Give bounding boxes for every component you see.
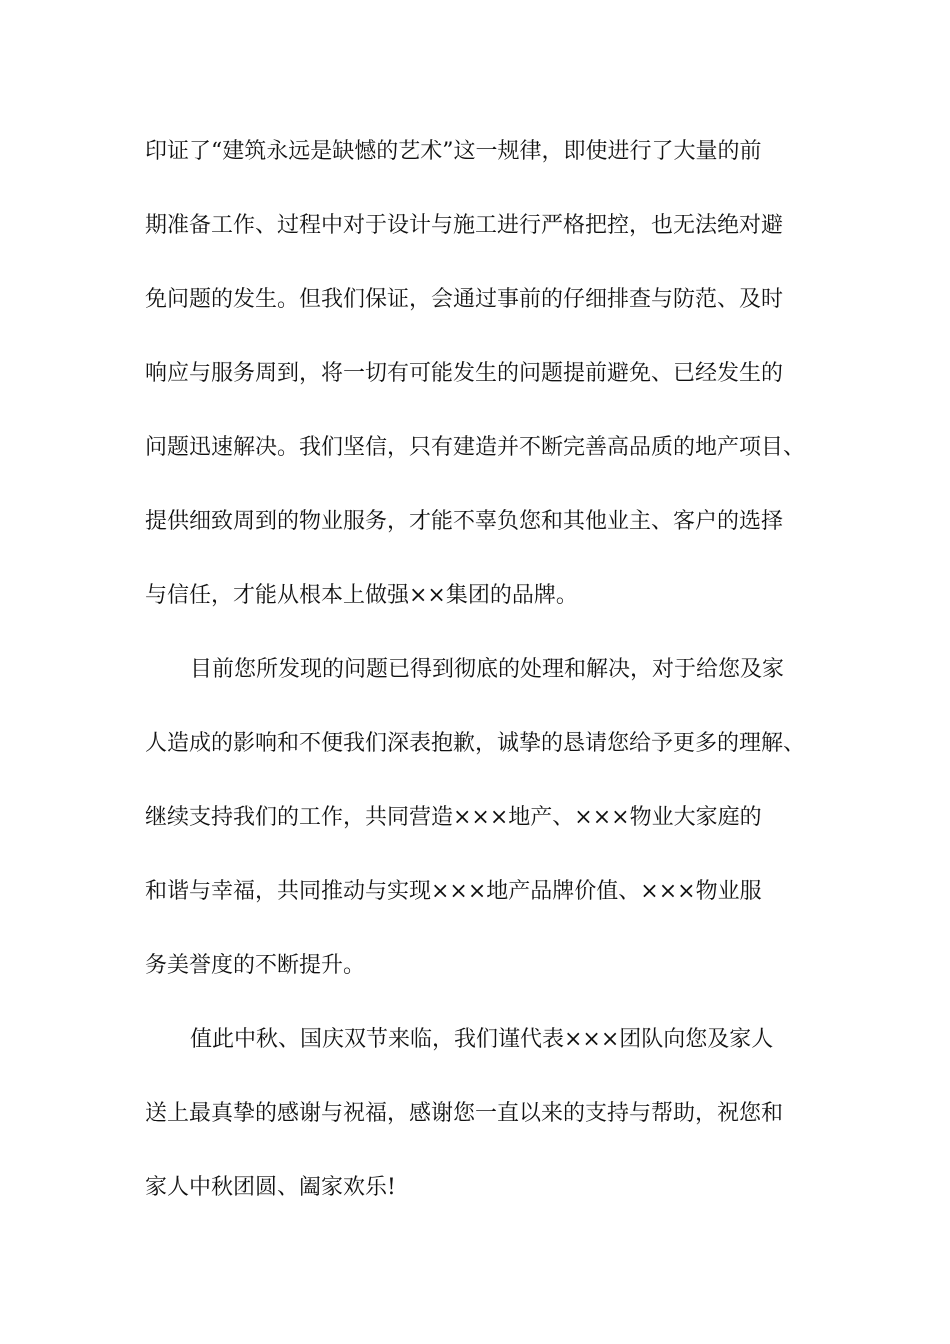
text-line: 与信任，才能从根本上做强××集团的品牌。 xyxy=(145,583,578,608)
text-line: 响应与服务周到，将一切有可能发生的问题提前避免、已经发生的 xyxy=(145,361,784,386)
text-line: 印证了“建筑永远是缺憾的艺术”这一规律，即使进行了大量的前 xyxy=(145,139,762,164)
document-body xyxy=(145,130,825,1240)
paragraph-3 xyxy=(145,1018,825,1240)
text-line-indented: 目前您所发现的问题已得到彻底的处理和解决，对于给您及家 xyxy=(190,657,785,682)
text-line: 提供细致周到的物业服务，才能不辜负您和其他业主、客户的选择 xyxy=(145,509,784,534)
text-line: 和谐与幸福，共同推动与实现×××地产品牌价值、×××物业服 xyxy=(145,879,762,904)
text-line: 问题迅速解决。我们坚信，只有建造并不断完善高品质的地产项目、 xyxy=(145,435,806,460)
text-line-indented: 值此中秋、国庆双节来临，我们谨代表×××团队向您及家人 xyxy=(190,1027,774,1052)
text-line: 期准备工作、过程中对于设计与施工进行严格把控，也无法绝对避 xyxy=(145,213,784,238)
text-line: 务美誉度的不断提升。 xyxy=(145,953,366,978)
paragraph-2 xyxy=(145,648,825,1018)
text-line: 免问题的发生。但我们保证，会通过事前的仔细排查与防范、及时 xyxy=(145,287,784,312)
text-line: 送上最真挚的感谢与祝福，感谢您一直以来的支持与帮助，祝您和 xyxy=(145,1101,784,1126)
text-line: 继续支持我们的工作，共同营造×××地产、×××物业大家庭的 xyxy=(145,805,762,830)
text-line: 人造成的影响和不便我们深表抱歉，诚挚的恳请您给予更多的理解、 xyxy=(145,731,806,756)
paragraph-1 xyxy=(145,130,825,648)
text-line: 家人中秋团圆、阖家欢乐! xyxy=(145,1175,396,1200)
